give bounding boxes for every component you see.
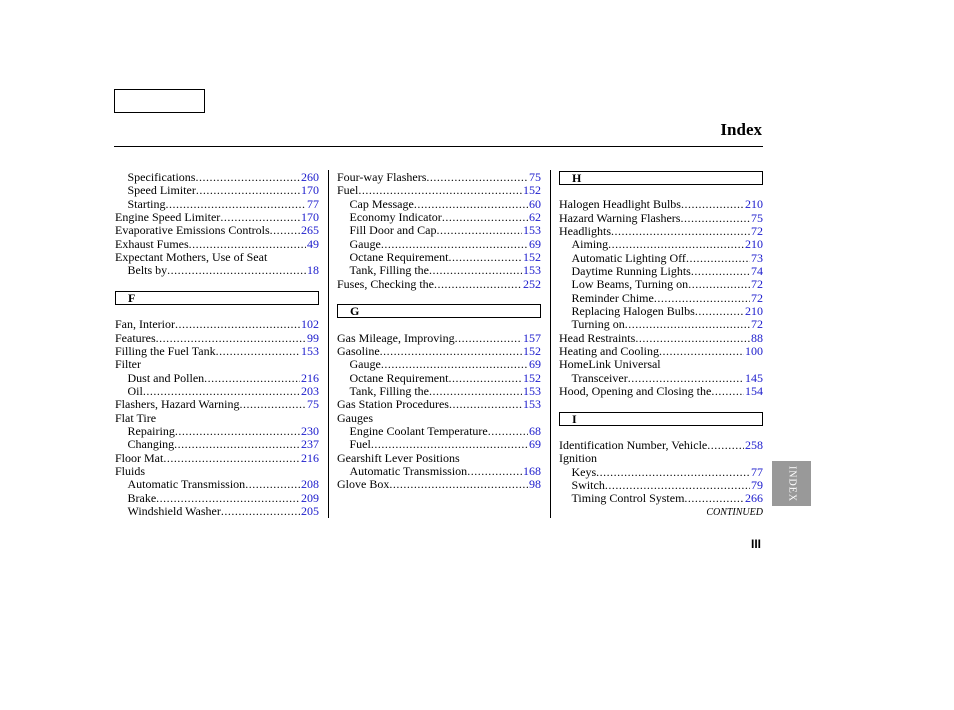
dot-leader [166,198,307,211]
page-link[interactable]: 72 [751,318,763,332]
continued-label: CONTINUED [706,506,763,518]
dot-leader [196,184,300,197]
dot-leader [239,398,306,411]
spacer [559,426,763,439]
index-entry [559,292,763,305]
page-link[interactable]: 74 [751,264,763,278]
dot-leader [455,332,522,345]
index-entry [559,452,763,465]
index-entry [337,465,541,478]
entry-text: Belts by [127,264,168,278]
page-link[interactable]: 230 [301,424,319,438]
entry-text: Ignition [559,452,597,466]
index-entry [559,372,763,385]
spacer [337,291,541,304]
entry-text: Hood, Opening and Closing the [559,384,712,398]
page-link[interactable]: 252 [523,277,541,291]
column-divider [550,170,551,518]
index-entry [115,465,319,478]
index-entry [115,452,319,465]
index-entry [559,212,763,225]
index-entry [559,492,763,505]
entry-text: Gasoline [337,344,380,358]
index-entry [115,211,319,224]
entry-text: Dust and Pollen [127,371,205,385]
entry-text: Exhaust Fumes [115,237,189,251]
spacer [559,398,763,411]
page-link[interactable]: 72 [751,278,763,292]
page-link[interactable]: 170 [301,184,319,198]
page-link[interactable]: 258 [745,438,763,452]
entry-text: Gauges [337,411,373,425]
index-entry [337,345,541,358]
dot-leader [358,184,522,197]
dot-leader [204,372,300,385]
index-entry [115,412,319,425]
dot-leader [596,466,750,479]
section-header: G [337,304,541,318]
entry-text: Fluids [115,464,146,478]
entry-text: Cap Message [349,197,414,211]
dot-leader [174,438,300,451]
index-entry [337,198,541,211]
dot-leader [488,425,528,438]
entry-text: Floor Mat [115,451,164,465]
spacer [115,305,319,318]
entry-text: Daytime Running Lights [571,264,691,278]
dot-leader [143,385,300,398]
page-link[interactable]: 210 [745,304,763,318]
spacer [115,278,319,291]
header-box [114,89,205,113]
entry-text: Specifications [127,171,196,184]
entry-text: HomeLink Universal [559,358,661,372]
page-link[interactable]: 153 [301,344,319,358]
page-link[interactable]: 153 [523,264,541,278]
index-entry [337,398,541,411]
page-link[interactable]: 265 [301,224,319,238]
page-link[interactable]: 100 [745,344,763,358]
page-link[interactable]: 157 [523,331,541,345]
dot-leader [434,278,522,291]
page-link[interactable]: 72 [751,291,763,305]
dot-leader [156,492,300,505]
index-entry [559,265,763,278]
dot-leader [691,265,750,278]
index-entry [337,425,541,438]
index-entry [115,398,319,411]
index-entry [115,251,319,264]
page-link[interactable]: 69 [529,237,541,251]
index-entry [337,452,541,465]
index-entry [337,184,541,197]
page-link[interactable]: 203 [301,384,319,398]
dot-leader [175,425,300,438]
entry-text: Gauge [349,237,381,251]
entry-text: Engine Speed Limiter [115,210,221,224]
index-entry [559,479,763,492]
entry-text: Octane Requirement [349,250,449,264]
page-link[interactable]: 73 [751,251,763,265]
entry-text: Hazard Warning Flashers [559,211,681,225]
page-link[interactable]: 153 [523,398,541,412]
page-link[interactable]: 210 [745,198,763,212]
index-entry [559,466,763,479]
page-link[interactable]: 77 [751,465,763,479]
entry-text: Head Restraints [559,331,636,345]
page-link[interactable]: 98 [529,478,541,492]
index-entry [115,425,319,438]
dot-leader [414,198,528,211]
page-link[interactable]: 154 [745,384,763,398]
page-link[interactable]: 99 [307,331,319,345]
page-link[interactable]: 170 [301,210,319,224]
page-link[interactable]: 60 [529,197,541,211]
index-column-1 [115,171,319,518]
dot-leader [221,505,300,518]
dot-leader [611,225,750,238]
entry-text: Aiming [571,238,609,252]
dot-leader [681,198,744,211]
index-entry [559,345,763,358]
entry-text: Changing [127,438,175,452]
dot-leader [426,171,528,184]
entry-text: Flat Tire [115,411,157,425]
dot-leader [625,318,750,331]
side-tab-label: INDEX [786,465,797,502]
entry-text: Transceiver [571,371,628,385]
dot-leader [442,211,528,224]
page-link[interactable]: 153 [523,224,541,238]
index-side-tab[interactable] [772,461,811,506]
index-entry [115,224,319,237]
entry-text: Starting [127,197,166,211]
page-link[interactable]: 260 [301,171,319,184]
page-link[interactable]: 88 [751,331,763,345]
index-entry [115,438,319,451]
dot-leader [195,171,300,184]
page-link[interactable]: 69 [529,438,541,452]
index-entry [337,385,541,398]
dot-leader [270,224,300,237]
entry-text: Features [115,331,156,345]
dot-leader [684,492,744,505]
entry-text: Expectant Mothers, Use of Seat [115,250,268,264]
dot-leader [635,332,750,345]
dot-leader [220,211,300,224]
dot-leader [381,238,528,251]
entry-text: Filter [115,358,141,372]
index-entry [559,305,763,318]
entry-text: Reminder Chime [571,291,654,305]
entry-text: Oil [127,384,143,398]
page-link[interactable]: 216 [301,451,319,465]
entry-text: Switch [571,478,605,492]
dot-leader [448,372,522,385]
entry-text: Turning on [571,318,625,332]
page-link[interactable]: 77 [307,197,319,211]
index-column-2 [337,171,541,492]
page-link[interactable]: 72 [751,224,763,238]
dot-leader [467,465,522,478]
index-entry [337,211,541,224]
column-divider [328,170,329,518]
index-entry [559,225,763,238]
index-entry [115,345,319,358]
page-link[interactable]: 208 [301,478,319,492]
index-entry [115,385,319,398]
index-entry [115,372,319,385]
page-link[interactable]: 75 [751,211,763,225]
dot-leader [707,439,744,452]
entry-text: Replacing Halogen Bulbs [571,304,695,318]
index-entry [559,278,763,291]
dot-leader [686,252,750,265]
entry-text: Gearshift Lever Positions [337,451,460,465]
entry-text: Filling the Fuel Tank [115,344,216,358]
page-link[interactable]: 152 [523,371,541,385]
entry-text: Fuses, Checking the [337,277,434,291]
index-entry [115,332,319,345]
page-link[interactable]: 210 [745,238,763,252]
entry-text: Halogen Headlight Bulbs [559,198,681,212]
index-entry [559,318,763,331]
dot-leader [163,452,300,465]
entry-text: Fuel [337,184,359,198]
entry-text: Speed Limiter [127,184,196,198]
entry-text: Gauge [349,358,381,372]
page-link[interactable]: 152 [523,250,541,264]
index-entry [115,318,319,331]
page-link[interactable]: 102 [301,318,319,332]
dot-leader [167,264,306,277]
dot-leader [380,345,522,358]
dot-leader [605,479,750,492]
dot-leader [711,385,744,398]
index-entry [559,238,763,251]
index-entry [115,171,319,184]
page-link[interactable]: 145 [745,371,763,385]
page-title: Index [720,120,762,139]
index-entry [337,264,541,277]
index-entry [115,358,319,371]
dot-leader [189,238,306,251]
entry-text: Gas Mileage, Improving [337,331,455,345]
index-entry [337,251,541,264]
index-entry [337,372,541,385]
page-link[interactable]: 153 [523,384,541,398]
entry-text: Four-way Flashers [337,171,427,184]
entry-text: Flashers, Hazard Warning [115,398,240,412]
entry-text: Fill Door and Cap [349,224,437,238]
dot-leader [659,345,744,358]
index-entry [115,198,319,211]
index-entry [559,198,763,211]
index-entry [337,224,541,237]
entry-text: Timing Control System [571,492,685,506]
index-entry [115,264,319,277]
page-link[interactable]: 75 [307,398,319,412]
entry-text: Identification Number, Vehicle [559,438,708,452]
entry-text: Tank, Filling the [349,384,429,398]
page-link[interactable]: 75 [529,171,541,184]
entry-text: Fan, Interior [115,318,175,332]
page-link[interactable]: 62 [529,210,541,224]
index-entry [559,358,763,371]
entry-text: Windshield Washer [127,504,221,518]
section-header: I [559,412,763,426]
index-entry [559,439,763,452]
entry-text: Keys [571,465,597,479]
page-link[interactable]: 69 [529,358,541,372]
page-link[interactable]: 168 [523,464,541,478]
index-entry [337,332,541,345]
index-entry [115,505,319,518]
entry-text: Automatic Lighting Off [571,251,686,265]
dot-leader [608,238,744,251]
entry-text: Glove Box [337,478,390,492]
header-rule [114,146,763,147]
section-header: F [115,291,319,305]
entry-text: Automatic Transmission [349,464,468,478]
index-entry [115,478,319,491]
dot-leader [628,372,744,385]
dot-leader [381,358,528,371]
index-entry [337,438,541,451]
dot-leader [175,318,300,331]
entry-text: Engine Coolant Temperature [349,424,488,438]
index-entry [115,184,319,197]
page-link[interactable]: 68 [529,424,541,438]
page-link[interactable]: 79 [751,478,763,492]
dot-leader [156,332,306,345]
page-link[interactable]: 266 [745,492,763,506]
dot-leader [688,278,750,291]
dot-leader [695,305,744,318]
entry-text: Low Beams, Turning on [571,278,689,292]
index-column-3 [559,171,763,519]
index-entry [559,332,763,345]
dot-leader [449,398,522,411]
page-link[interactable]: 237 [301,438,319,452]
entry-text: Tank, Filling the [349,264,429,278]
dot-leader [429,385,522,398]
entry-text: Gas Station Procedures [337,398,449,412]
index-entry [337,278,541,291]
page-link[interactable]: 205 [301,504,319,518]
entry-text: Repairing [127,424,175,438]
page-link[interactable]: 209 [301,491,319,505]
section-header: H [559,171,763,185]
entry-text: Evaporative Emissions Controls [115,224,270,238]
page-link[interactable]: 18 [307,264,319,278]
entry-text: Automatic Transmission [127,478,246,492]
page-link[interactable]: 49 [307,237,319,251]
dot-leader [389,478,528,491]
dot-leader [680,212,750,225]
dot-leader [429,264,522,277]
index-entry [337,478,541,491]
page-link[interactable]: 152 [523,184,541,198]
dot-leader [654,292,750,305]
spacer [337,318,541,331]
index-entry [337,238,541,251]
dot-leader [245,478,300,491]
page-number: III [751,537,762,551]
index-entry [559,252,763,265]
index-entry [115,492,319,505]
index-entry [559,385,763,398]
entry-text: Octane Requirement [349,371,449,385]
entry-text: Headlights [559,224,611,238]
dot-leader [216,345,300,358]
dot-leader [437,224,523,237]
page-link[interactable]: 152 [523,344,541,358]
dot-leader [371,438,528,451]
entry-text: Economy Indicator [349,210,442,224]
index-entry [337,171,541,184]
index-entry [337,358,541,371]
entry-text: Brake [127,491,157,505]
dot-leader [448,251,522,264]
spacer [559,185,763,198]
entry-text: Heating and Cooling [559,344,659,358]
index-entry [337,412,541,425]
page-link[interactable]: 216 [301,371,319,385]
index-entry [115,238,319,251]
entry-text: Fuel [349,438,371,452]
